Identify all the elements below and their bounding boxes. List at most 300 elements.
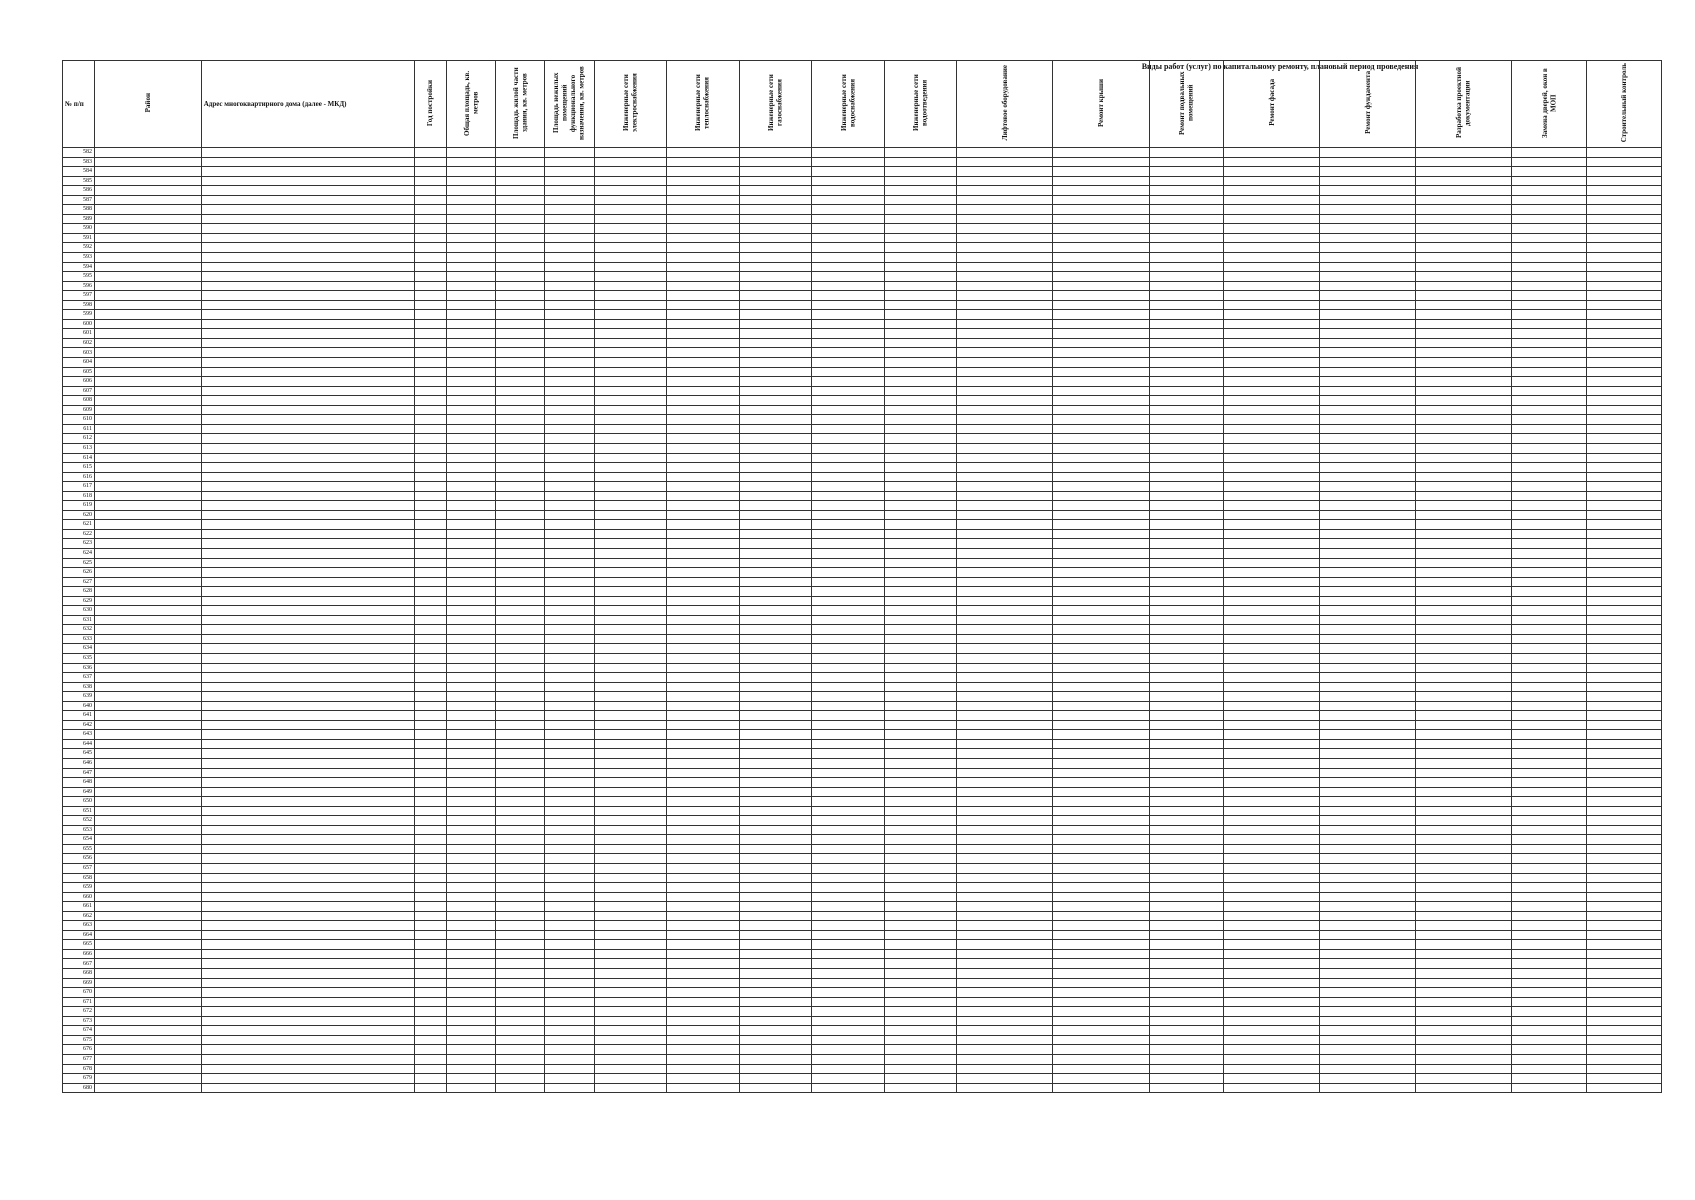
table-cell <box>447 367 496 377</box>
table-cell <box>667 520 740 530</box>
table-cell <box>415 778 447 788</box>
table-cell <box>957 778 1053 788</box>
table-cell <box>812 281 885 291</box>
table-cell <box>95 233 202 243</box>
table-cell <box>447 472 496 482</box>
table-cell <box>739 730 812 740</box>
row-number-cell: 673 <box>63 1016 95 1026</box>
table-cell <box>496 472 545 482</box>
table-cell <box>201 673 414 683</box>
table-cell <box>1587 396 1662 406</box>
table-cell <box>812 377 885 387</box>
table-cell <box>447 1026 496 1036</box>
table-cell <box>415 224 447 234</box>
table-cell <box>1512 491 1587 501</box>
row-number-cell: 588 <box>63 205 95 215</box>
table-cell <box>1149 806 1224 816</box>
table-cell <box>1512 797 1587 807</box>
table-cell <box>667 1064 740 1074</box>
table-cell <box>95 615 202 625</box>
table-cell <box>1587 596 1662 606</box>
table-cell <box>667 272 740 282</box>
table-cell <box>415 692 447 702</box>
table-cell <box>884 864 957 874</box>
table-cell <box>884 405 957 415</box>
table-cell <box>957 463 1053 473</box>
table-cell <box>739 463 812 473</box>
table-cell <box>496 644 545 654</box>
table-cell <box>812 148 885 158</box>
table-row <box>63 730 1662 740</box>
table-cell <box>667 692 740 702</box>
table-cell <box>1149 673 1224 683</box>
table-cell <box>957 529 1053 539</box>
table-cell <box>447 510 496 520</box>
table-cell <box>739 319 812 329</box>
table-cell <box>594 348 667 358</box>
table-cell <box>1587 1007 1662 1017</box>
table-cell <box>739 434 812 444</box>
table-row <box>63 434 1662 444</box>
table-cell <box>1149 749 1224 759</box>
table-cell <box>1053 338 1149 348</box>
table-cell <box>415 997 447 1007</box>
table-cell <box>201 577 414 587</box>
table-cell <box>1149 606 1224 616</box>
table-cell <box>957 319 1053 329</box>
table-cell <box>1224 673 1320 683</box>
table-cell <box>1512 453 1587 463</box>
table-cell <box>447 720 496 730</box>
row-number-cell: 612 <box>63 434 95 444</box>
table-cell <box>1320 205 1416 215</box>
table-cell <box>667 749 740 759</box>
table-cell <box>1512 443 1587 453</box>
table-cell <box>496 940 545 950</box>
table-cell <box>667 673 740 683</box>
table-cell <box>957 167 1053 177</box>
table-cell <box>1587 377 1662 387</box>
table-cell <box>1149 491 1224 501</box>
table-cell <box>496 529 545 539</box>
table-cell <box>1587 424 1662 434</box>
table-cell <box>1587 386 1662 396</box>
row-number-cell: 676 <box>63 1045 95 1055</box>
table-cell <box>496 1083 545 1093</box>
table-cell <box>1587 224 1662 234</box>
table-cell <box>1224 233 1320 243</box>
table-cell <box>667 253 740 263</box>
table-cell <box>1053 854 1149 864</box>
table-cell <box>496 377 545 387</box>
table-cell <box>1053 988 1149 998</box>
table-cell <box>1512 529 1587 539</box>
table-row <box>63 615 1662 625</box>
table-cell <box>1053 778 1149 788</box>
table-cell <box>496 759 545 769</box>
table-cell <box>201 739 414 749</box>
table-cell <box>1320 864 1416 874</box>
table-cell <box>1416 653 1512 663</box>
table-cell <box>1224 338 1320 348</box>
table-cell <box>95 262 202 272</box>
table-cell <box>496 653 545 663</box>
table-cell <box>594 520 667 530</box>
table-cell <box>667 778 740 788</box>
table-cell <box>415 940 447 950</box>
table-cell <box>201 157 414 167</box>
table-cell <box>667 548 740 558</box>
table-cell <box>496 205 545 215</box>
table-cell <box>957 730 1053 740</box>
table-cell <box>545 1074 594 1084</box>
table-cell <box>95 214 202 224</box>
table-cell <box>95 653 202 663</box>
table-cell <box>1053 949 1149 959</box>
table-row <box>63 1026 1662 1036</box>
table-cell <box>812 959 885 969</box>
table-cell <box>1320 386 1416 396</box>
table-cell <box>1224 644 1320 654</box>
table-cell <box>496 463 545 473</box>
table-cell <box>1587 510 1662 520</box>
table-cell <box>496 195 545 205</box>
table-cell <box>739 1054 812 1064</box>
row-number-cell: 596 <box>63 281 95 291</box>
row-number-cell: 613 <box>63 443 95 453</box>
table-cell <box>1587 157 1662 167</box>
table-cell <box>95 453 202 463</box>
table-cell <box>739 568 812 578</box>
table-cell <box>1587 1054 1662 1064</box>
table-cell <box>1224 759 1320 769</box>
table-cell <box>1224 682 1320 692</box>
table-cell <box>1149 1016 1224 1026</box>
table-cell <box>201 338 414 348</box>
table-cell <box>545 415 594 425</box>
table-cell <box>957 759 1053 769</box>
table-cell <box>415 682 447 692</box>
table-cell <box>95 873 202 883</box>
table-cell <box>957 577 1053 587</box>
table-cell <box>1320 663 1416 673</box>
table-row <box>63 233 1662 243</box>
table-cell <box>1587 338 1662 348</box>
table-cell <box>1416 787 1512 797</box>
table-cell <box>957 539 1053 549</box>
table-cell <box>1224 1016 1320 1026</box>
table-cell <box>95 1035 202 1045</box>
table-cell <box>1149 434 1224 444</box>
table-cell <box>1053 568 1149 578</box>
table-cell <box>201 243 414 253</box>
table-cell <box>447 338 496 348</box>
table-cell <box>739 558 812 568</box>
table-cell <box>1587 844 1662 854</box>
table-cell <box>1416 396 1512 406</box>
table-cell <box>1512 816 1587 826</box>
table-cell <box>594 606 667 616</box>
table-cell <box>545 253 594 263</box>
table-cell <box>1053 739 1149 749</box>
table-row <box>63 548 1662 558</box>
table-cell <box>1149 358 1224 368</box>
table-cell <box>1149 577 1224 587</box>
row-number-cell: 582 <box>63 148 95 158</box>
table-cell <box>1587 148 1662 158</box>
table-cell <box>884 606 957 616</box>
table-cell <box>496 224 545 234</box>
table-cell <box>1320 902 1416 912</box>
table-cell <box>957 892 1053 902</box>
table-cell <box>884 348 957 358</box>
table-cell <box>812 625 885 635</box>
table-cell <box>1320 253 1416 263</box>
table-cell <box>667 262 740 272</box>
table-row <box>63 835 1662 845</box>
table-cell <box>545 396 594 406</box>
table-cell <box>95 281 202 291</box>
table-cell <box>1149 176 1224 186</box>
table-cell <box>447 186 496 196</box>
table-cell <box>1224 176 1320 186</box>
table-cell <box>1320 930 1416 940</box>
table-cell <box>1149 253 1224 263</box>
table-cell <box>1512 844 1587 854</box>
table-cell <box>1320 1007 1416 1017</box>
table-cell <box>1224 1045 1320 1055</box>
table-cell <box>545 768 594 778</box>
table-cell <box>594 969 667 979</box>
table-cell <box>545 778 594 788</box>
table-cell <box>884 1007 957 1017</box>
table-cell <box>884 892 957 902</box>
table-cell <box>1053 978 1149 988</box>
table-cell <box>812 739 885 749</box>
table-cell <box>739 310 812 320</box>
table-cell <box>1320 1045 1416 1055</box>
table-cell <box>884 844 957 854</box>
row-number-cell: 655 <box>63 844 95 854</box>
table-cell <box>1224 844 1320 854</box>
table-cell <box>667 682 740 692</box>
table-cell <box>667 587 740 597</box>
table-cell <box>812 472 885 482</box>
table-row <box>63 300 1662 310</box>
table-cell <box>545 587 594 597</box>
table-cell <box>95 749 202 759</box>
table-cell <box>415 310 447 320</box>
table-cell <box>415 157 447 167</box>
row-number-cell: 645 <box>63 749 95 759</box>
table-cell <box>201 415 414 425</box>
table-cell <box>1053 195 1149 205</box>
table-cell <box>1587 625 1662 635</box>
table-cell <box>95 167 202 177</box>
table-cell <box>415 415 447 425</box>
table-cell <box>1053 367 1149 377</box>
table-cell <box>201 902 414 912</box>
table-cell <box>1053 176 1149 186</box>
table-cell <box>957 501 1053 511</box>
row-number-cell: 611 <box>63 424 95 434</box>
table-cell <box>1587 453 1662 463</box>
table-row <box>63 195 1662 205</box>
table-cell <box>1149 988 1224 998</box>
table-cell <box>496 682 545 692</box>
table-cell <box>415 921 447 931</box>
table-cell <box>201 988 414 998</box>
table-cell <box>415 1016 447 1026</box>
table-row <box>63 281 1662 291</box>
col-lift-header: Лифтовое оборудование <box>957 61 1053 148</box>
table-cell <box>884 233 957 243</box>
table-row <box>63 319 1662 329</box>
table-cell <box>739 997 812 1007</box>
table-cell <box>447 1016 496 1026</box>
table-cell <box>1512 329 1587 339</box>
table-cell <box>812 358 885 368</box>
table-cell <box>594 997 667 1007</box>
table-cell <box>1416 377 1512 387</box>
table-cell <box>739 673 812 683</box>
table-cell <box>1149 329 1224 339</box>
table-cell <box>884 930 957 940</box>
table-cell <box>884 940 957 950</box>
table-cell <box>884 577 957 587</box>
table-cell <box>1053 453 1149 463</box>
table-cell <box>1224 548 1320 558</box>
table-cell <box>1149 596 1224 606</box>
table-cell <box>884 482 957 492</box>
table-cell <box>1053 1007 1149 1017</box>
table-cell <box>1587 1016 1662 1026</box>
table-row <box>63 310 1662 320</box>
table-cell <box>957 386 1053 396</box>
table-cell <box>95 329 202 339</box>
table-cell <box>812 682 885 692</box>
table-cell <box>884 501 957 511</box>
table-cell <box>201 959 414 969</box>
table-cell <box>1416 864 1512 874</box>
table-cell <box>1512 300 1587 310</box>
table-cell <box>1587 720 1662 730</box>
table-cell <box>957 615 1053 625</box>
col-foundation-header: Ремонт фундамента <box>1320 61 1416 148</box>
table-cell <box>415 825 447 835</box>
table-cell <box>739 940 812 950</box>
table-cell <box>884 596 957 606</box>
row-number-cell: 601 <box>63 329 95 339</box>
table-cell <box>884 319 957 329</box>
table-cell <box>1416 501 1512 511</box>
table-cell <box>739 453 812 463</box>
table-cell <box>95 902 202 912</box>
table-cell <box>415 1007 447 1017</box>
table-cell <box>201 300 414 310</box>
table-cell <box>95 1007 202 1017</box>
table-cell <box>201 176 414 186</box>
table-row <box>63 358 1662 368</box>
table-cell <box>1416 262 1512 272</box>
table-cell <box>1053 969 1149 979</box>
table-cell <box>1416 453 1512 463</box>
table-cell <box>1053 787 1149 797</box>
table-cell <box>884 625 957 635</box>
row-number-cell: 678 <box>63 1064 95 1074</box>
table-cell <box>1320 911 1416 921</box>
table-cell <box>812 167 885 177</box>
table-cell <box>667 720 740 730</box>
table-cell <box>812 978 885 988</box>
table-cell <box>95 921 202 931</box>
table-cell <box>1416 835 1512 845</box>
table-cell <box>1224 463 1320 473</box>
table-cell <box>667 911 740 921</box>
table-cell <box>739 701 812 711</box>
table-cell <box>1320 606 1416 616</box>
table-cell <box>545 1064 594 1074</box>
table-cell <box>1320 186 1416 196</box>
table-cell <box>415 978 447 988</box>
row-number-cell: 657 <box>63 864 95 874</box>
table-cell <box>496 787 545 797</box>
table-cell <box>1416 1045 1512 1055</box>
table-cell <box>447 396 496 406</box>
table-cell <box>415 701 447 711</box>
table-cell <box>496 148 545 158</box>
row-number-cell: 648 <box>63 778 95 788</box>
table-cell <box>1512 167 1587 177</box>
table-cell <box>447 214 496 224</box>
table-cell <box>884 778 957 788</box>
row-number-cell: 620 <box>63 510 95 520</box>
table-cell <box>201 396 414 406</box>
table-cell <box>594 233 667 243</box>
table-cell <box>1224 978 1320 988</box>
table-cell <box>957 806 1053 816</box>
table-cell <box>95 930 202 940</box>
row-number-cell: 658 <box>63 873 95 883</box>
table-cell <box>201 940 414 950</box>
table-cell <box>545 386 594 396</box>
table-cell <box>1587 415 1662 425</box>
table-cell <box>1053 625 1149 635</box>
table-cell <box>667 797 740 807</box>
table-cell <box>1416 969 1512 979</box>
table-cell <box>95 644 202 654</box>
table-row <box>63 854 1662 864</box>
table-cell <box>1320 978 1416 988</box>
table-cell <box>594 329 667 339</box>
table-cell <box>1512 883 1587 893</box>
table-cell <box>95 816 202 826</box>
table-cell <box>201 568 414 578</box>
table-cell <box>415 892 447 902</box>
table-cell <box>447 548 496 558</box>
table-cell <box>1416 224 1512 234</box>
table-cell <box>1320 997 1416 1007</box>
table-cell <box>1149 453 1224 463</box>
table-cell <box>1053 873 1149 883</box>
row-number-cell: 627 <box>63 577 95 587</box>
table-cell <box>1224 1026 1320 1036</box>
table-cell <box>1320 892 1416 902</box>
table-cell <box>884 701 957 711</box>
table-cell <box>884 424 957 434</box>
table-cell <box>957 558 1053 568</box>
table-cell <box>884 453 957 463</box>
